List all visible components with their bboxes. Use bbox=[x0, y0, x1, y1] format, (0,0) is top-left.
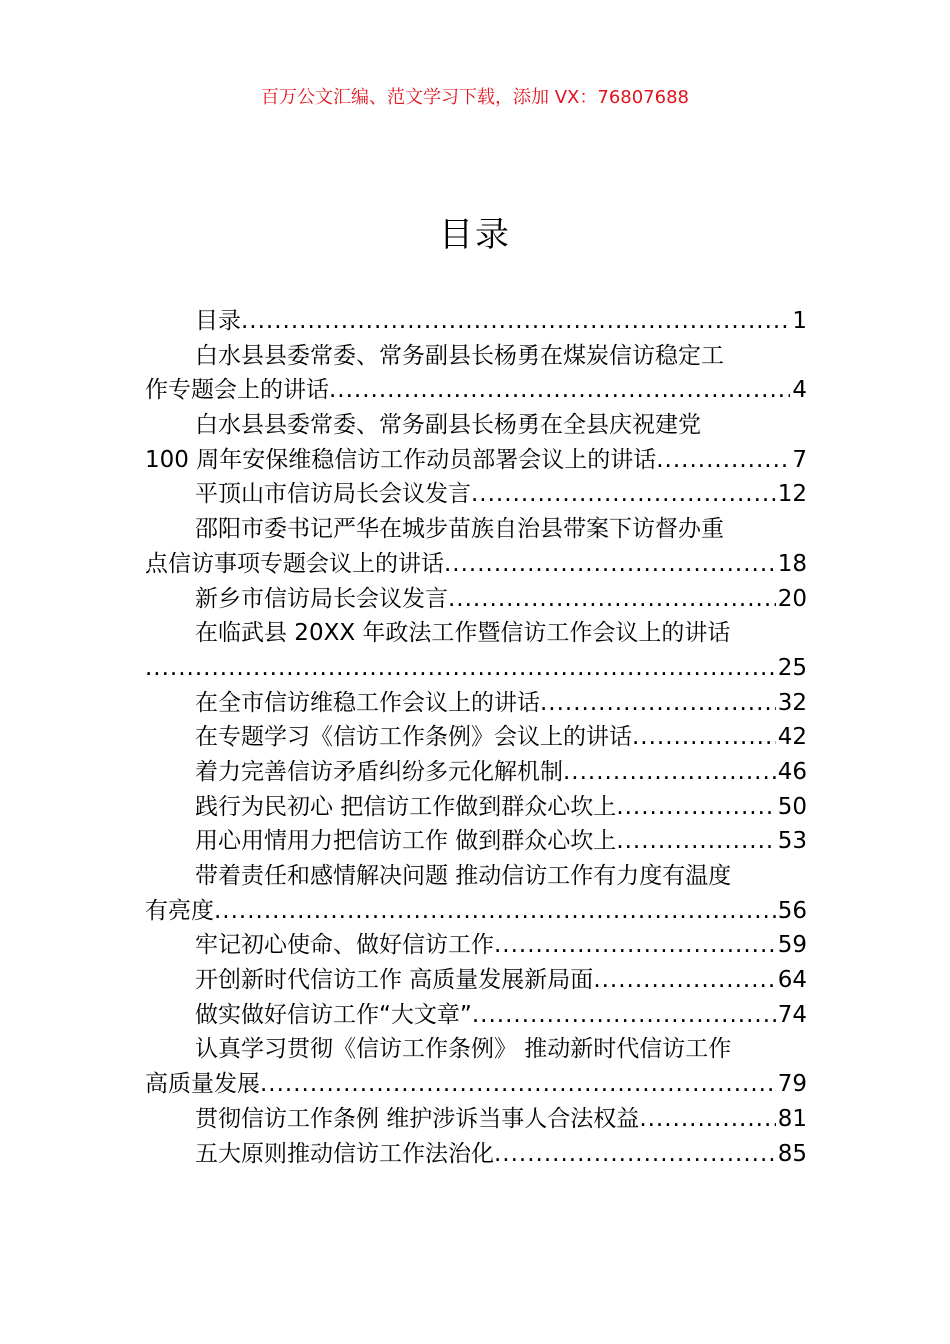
toc-entry-line-with-leader bbox=[145, 373, 807, 408]
toc-entry-title: 平顶山市信访局长会议发言 bbox=[195, 481, 471, 508]
toc-entry-line-with-leader bbox=[145, 824, 807, 859]
toc-entry-title: 邵阳市委书记严华在城步苗族自治县带案下访督办重 bbox=[195, 516, 724, 543]
toc-entry[interactable] bbox=[145, 824, 807, 859]
toc-entry[interactable] bbox=[145, 686, 807, 721]
toc-page-number: 18 bbox=[777, 550, 807, 577]
toc-entry-title: 在全市信访维稳工作会议上的讲话 bbox=[195, 689, 540, 716]
toc-page-number: 32 bbox=[777, 689, 807, 716]
toc-entry-title: 作专题会上的讲话 bbox=[145, 377, 329, 404]
toc-entry-title: 用心用情用力把信访工作 做到群众心坎上 bbox=[195, 828, 617, 855]
toc-page-number: 25 bbox=[777, 654, 807, 681]
toc-entry-line-with-leader bbox=[145, 547, 807, 582]
dot-leader bbox=[214, 894, 776, 929]
toc-entry-line-with-leader bbox=[145, 790, 807, 825]
toc-entry-title: 白水县县委常委、常务副县长杨勇在全县庆祝建党 bbox=[195, 412, 701, 439]
toc-page-number: 56 bbox=[777, 897, 807, 924]
dot-leader bbox=[145, 651, 776, 686]
dot-leader bbox=[639, 1102, 775, 1137]
toc-entry[interactable] bbox=[145, 339, 807, 408]
toc-entry-line-with-leader bbox=[145, 928, 807, 963]
toc-entry-line-with-leader bbox=[145, 1067, 807, 1102]
toc-entry[interactable] bbox=[145, 859, 807, 928]
toc-page-number: 64 bbox=[777, 967, 807, 994]
toc-entry-title: 新乡市信访局长会议发言 bbox=[195, 585, 448, 612]
toc-page-number: 59 bbox=[777, 932, 807, 959]
toc-entry-title: 践行为民初心 把信访工作做到群众心坎上 bbox=[195, 793, 617, 820]
toc-entry-line bbox=[145, 859, 807, 894]
toc-entry-title: 着力完善信访矛盾纠纷多元化解机制 bbox=[195, 758, 563, 785]
toc-page-number: 74 bbox=[777, 1001, 807, 1028]
toc-page-number: 42 bbox=[777, 724, 807, 751]
dot-leader bbox=[241, 304, 790, 339]
toc-entry-title: 有亮度 bbox=[145, 897, 214, 924]
toc-entry-line-with-leader bbox=[145, 720, 807, 755]
toc-entry[interactable] bbox=[145, 616, 807, 685]
toc-entry[interactable] bbox=[145, 1032, 807, 1101]
toc-entry[interactable] bbox=[145, 720, 807, 755]
toc-entry-title: 认真学习贯彻《信访工作条例》 推动新时代信访工作 bbox=[195, 1036, 732, 1063]
dot-leader bbox=[472, 998, 776, 1033]
toc-entry-title: 带着责任和感情解决问题 推动信访工作有力度有温度 bbox=[195, 863, 732, 889]
toc-entry-line-with-leader bbox=[145, 755, 807, 790]
toc-page-number: 1 bbox=[792, 308, 807, 334]
toc-entry-line bbox=[145, 512, 807, 547]
toc-entry[interactable] bbox=[145, 512, 807, 581]
table-of-contents bbox=[145, 304, 807, 1171]
toc-entry-title: 在专题学习《信访工作条例》会议上的讲话 bbox=[195, 724, 632, 751]
toc-page-number: 12 bbox=[777, 481, 807, 508]
toc-entry[interactable] bbox=[145, 304, 807, 339]
toc-page-number: 85 bbox=[777, 1140, 807, 1167]
toc-page-number: 20 bbox=[777, 585, 807, 612]
toc-entry-title: 做实做好信访工作“大文章” bbox=[195, 1001, 472, 1028]
dot-leader bbox=[494, 1137, 776, 1172]
toc-entry-line-with-leader bbox=[145, 894, 807, 929]
toc-entry-line-with-leader bbox=[145, 582, 807, 617]
toc-entry-line-with-leader bbox=[145, 443, 807, 478]
dot-leader bbox=[329, 373, 790, 408]
dot-leader bbox=[616, 824, 775, 859]
toc-entry-line-with-leader bbox=[145, 1137, 807, 1172]
dot-leader bbox=[616, 790, 775, 825]
header-note: 百万公文汇编、范文学习下载，添加 VX：76807688 bbox=[261, 87, 689, 108]
toc-page-number: 79 bbox=[777, 1071, 807, 1098]
dot-leader bbox=[540, 686, 776, 721]
toc-page-number: 53 bbox=[777, 828, 807, 855]
dot-leader bbox=[260, 1067, 776, 1102]
toc-entry-line-with-leader bbox=[145, 1102, 807, 1137]
dot-leader bbox=[632, 720, 776, 755]
dot-leader bbox=[444, 547, 776, 582]
toc-entry-line bbox=[145, 1032, 807, 1067]
toc-entry-title: 高质量发展 bbox=[145, 1071, 260, 1098]
dot-leader bbox=[656, 443, 790, 478]
toc-entry[interactable] bbox=[145, 998, 807, 1033]
toc-page-number: 7 bbox=[792, 446, 807, 473]
toc-entry-title: 点信访事项专题会议上的讲话 bbox=[145, 550, 444, 577]
page-title: 目录 bbox=[439, 215, 511, 255]
toc-entry[interactable] bbox=[145, 963, 807, 998]
toc-entry-line bbox=[145, 408, 807, 443]
toc-page-number: 50 bbox=[777, 793, 807, 820]
toc-entry-title: 目录 bbox=[195, 308, 241, 334]
toc-entry[interactable] bbox=[145, 582, 807, 617]
toc-page-number: 4 bbox=[792, 377, 807, 404]
toc-entry-line-with-leader bbox=[145, 651, 807, 686]
toc-entry-line-with-leader bbox=[145, 998, 807, 1033]
toc-entry-line-with-leader bbox=[145, 477, 807, 512]
toc-entry-title: 五大原则推动信访工作法治化 bbox=[195, 1140, 494, 1167]
dot-leader bbox=[448, 582, 776, 617]
toc-entry-line-with-leader bbox=[145, 686, 807, 721]
toc-entry-title: 100 周年安保维稳信访工作动员部署会议上的讲话 bbox=[145, 446, 657, 473]
toc-entry-line-with-leader bbox=[145, 304, 807, 339]
toc-entry-line bbox=[145, 616, 807, 651]
toc-entry-title: 贯彻信访工作条例 维护涉诉当事人合法权益 bbox=[195, 1105, 640, 1132]
toc-entry[interactable] bbox=[145, 928, 807, 963]
toc-entry[interactable] bbox=[145, 755, 807, 790]
dot-leader bbox=[494, 928, 776, 963]
toc-entry-title: 开创新时代信访工作 高质量发展新局面 bbox=[195, 967, 594, 994]
toc-entry[interactable] bbox=[145, 1102, 807, 1137]
dot-leader bbox=[563, 755, 776, 790]
toc-entry[interactable] bbox=[145, 790, 807, 825]
toc-page-number: 46 bbox=[777, 758, 807, 785]
toc-entry-title: 牢记初心使命、做好信访工作 bbox=[195, 932, 494, 959]
toc-page-number: 81 bbox=[777, 1105, 807, 1132]
toc-entry[interactable] bbox=[145, 1137, 807, 1172]
toc-entry-title: 白水县县委常委、常务副县长杨勇在煤炭信访稳定工 bbox=[195, 342, 724, 369]
toc-entry-line bbox=[145, 339, 807, 374]
toc-entry[interactable] bbox=[145, 477, 807, 512]
toc-entry[interactable] bbox=[145, 408, 807, 477]
dot-leader bbox=[593, 963, 775, 998]
toc-entry-line-with-leader bbox=[145, 963, 807, 998]
toc-entry-title: 在临武县 20XX 年政法工作暨信访工作会议上的讲话 bbox=[195, 620, 731, 647]
dot-leader bbox=[471, 477, 776, 512]
